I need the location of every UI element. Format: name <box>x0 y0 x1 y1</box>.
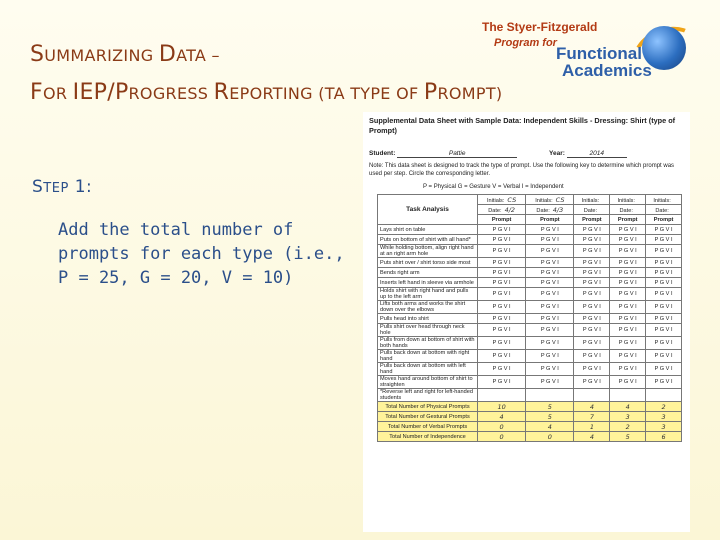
prompt-key: P = Physical G = Gesture V = Verbal I = Independent <box>423 184 564 190</box>
total-value: 4 <box>526 422 574 432</box>
prompt-codes-cell[interactable]: P G V I <box>574 235 610 245</box>
prompt-codes-cell[interactable]: P G V I <box>610 258 646 268</box>
total-value: 0 <box>526 432 574 442</box>
total-row <box>378 422 682 432</box>
total-row <box>378 402 682 412</box>
logo-line-1: The Styer-Fitzgerald <box>482 20 598 34</box>
prompt-codes-cell[interactable]: P G V I <box>574 268 610 278</box>
prompt-codes-cell[interactable]: P G V I <box>478 278 526 288</box>
total-value: 4 <box>574 402 610 412</box>
date-cell <box>478 205 526 215</box>
task-name: Moves hand around bottom of shirt to straighten <box>378 376 478 389</box>
task-name: Pulls from down at bottom of shirt with both hands <box>378 337 478 350</box>
total-value: 0 <box>478 422 526 432</box>
task-row <box>378 278 682 288</box>
task-name: Lays shirt on table <box>378 225 478 235</box>
prompt-codes-cell[interactable]: P G V I <box>610 245 646 258</box>
slide-title <box>30 36 502 112</box>
logo-line-2: Program for <box>494 37 557 49</box>
logo-line-4: Academics <box>562 61 652 80</box>
prompt-codes-cell[interactable]: P G V I <box>526 324 574 337</box>
task-name: Pulls head into shirt <box>378 314 478 324</box>
prompt-codes-cell[interactable]: P G V I <box>526 337 574 350</box>
logo-line-3: Functional <box>556 44 642 63</box>
total-value: 5 <box>610 432 646 442</box>
total-value: 4 <box>478 412 526 422</box>
date-cell <box>646 205 682 215</box>
prompt-codes-cell[interactable]: P G V I <box>610 235 646 245</box>
prompt-codes-cell[interactable]: P G V I <box>526 350 574 363</box>
task-row <box>378 301 682 314</box>
prompt-codes-cell[interactable]: P G V I <box>646 245 682 258</box>
data-sheet-image <box>363 112 690 532</box>
total-value: 2 <box>610 422 646 432</box>
prompt-codes-cell[interactable]: P G V I <box>610 288 646 301</box>
prompt-codes-cell[interactable]: P G V I <box>574 376 610 389</box>
date-label: Date: <box>536 207 550 214</box>
prompt-header-cell: Prompt <box>526 215 574 225</box>
date-label: Date: <box>655 207 669 214</box>
prompt-codes-cell[interactable]: P G V I <box>646 268 682 278</box>
date-value: 4/3 <box>552 205 564 214</box>
prompt-codes-cell[interactable]: P G V I <box>646 225 682 235</box>
date-label: Date: <box>583 207 598 214</box>
prompt-codes-cell[interactable]: P G V I <box>526 245 574 258</box>
prompt-codes-cell[interactable]: P G V I <box>646 363 682 376</box>
initials-label: Initials: <box>535 197 553 204</box>
prompt-codes-cell[interactable]: P G V I <box>574 324 610 337</box>
task-name: Holds shirt with right hand and pulls up to the left arm <box>378 288 478 301</box>
total-label: Total Number of Gestural Prompts <box>378 412 478 422</box>
prompt-codes-cell[interactable] <box>646 389 682 402</box>
date-cell <box>610 205 646 215</box>
prompt-codes-cell[interactable]: P G V I <box>646 337 682 350</box>
prompt-codes-cell[interactable]: P G V I <box>646 350 682 363</box>
initials-cell <box>610 195 646 205</box>
initials-cell <box>478 195 526 205</box>
task-row <box>378 288 682 301</box>
task-row <box>378 258 682 268</box>
task-row <box>378 389 682 402</box>
prompt-codes-cell[interactable]: P G V I <box>526 225 574 235</box>
initials-label: Initials: <box>581 197 600 204</box>
total-label: Total Number of Physical Prompts <box>378 402 478 412</box>
total-value: 10 <box>478 402 526 412</box>
prompt-codes-cell[interactable]: P G V I <box>526 314 574 324</box>
task-name: Pulls shirt over head through neck hole <box>378 324 478 337</box>
prompt-codes-cell[interactable]: P G V I <box>574 258 610 268</box>
prompt-codes-cell[interactable]: P G V I <box>478 337 526 350</box>
prompt-codes-cell[interactable]: P G V I <box>526 376 574 389</box>
total-value: 3 <box>610 412 646 422</box>
student-value: Pattie <box>397 150 517 158</box>
total-value: 5 <box>526 412 574 422</box>
task-row <box>378 350 682 363</box>
prompt-codes-cell[interactable] <box>574 389 610 402</box>
prompt-codes-cell[interactable]: P G V I <box>574 288 610 301</box>
prompt-codes-cell[interactable]: P G V I <box>526 235 574 245</box>
initials-cell <box>526 195 574 205</box>
date-value: 4/2 <box>504 205 516 214</box>
prompt-codes-cell[interactable]: P G V I <box>526 268 574 278</box>
prompt-codes-cell[interactable]: P G V I <box>574 301 610 314</box>
task-row <box>378 268 682 278</box>
total-value: 4 <box>574 432 610 442</box>
total-value: 6 <box>646 432 682 442</box>
prompt-codes-cell[interactable]: P G V I <box>646 314 682 324</box>
date-cell <box>526 205 574 215</box>
student-row: Student: Pattie Year: 2014 <box>369 150 627 158</box>
prompt-codes-cell[interactable]: P G V I <box>574 363 610 376</box>
task-row <box>378 225 682 235</box>
initials-label: Initials: <box>653 197 671 204</box>
task-name: Bends right arm <box>378 268 478 278</box>
prompt-header-cell: Prompt <box>646 215 682 225</box>
task-name: Puts shirt over / shirt torso side most <box>378 258 478 268</box>
prompt-codes-cell[interactable]: P G V I <box>478 258 526 268</box>
prompt-codes-cell[interactable]: P G V I <box>610 301 646 314</box>
sheet-title: Supplemental Data Sheet with Sample Data: Independent Skills - Dressing: Shirt (type of Prompt) <box>369 116 676 135</box>
prompt-codes-cell[interactable]: P G V I <box>610 314 646 324</box>
prompt-codes-cell[interactable]: P G V I <box>610 337 646 350</box>
initials-row <box>378 195 682 205</box>
prompt-codes-cell[interactable]: P G V I <box>610 363 646 376</box>
total-value: 7 <box>574 412 610 422</box>
prompt-codes-cell[interactable]: P G V I <box>646 235 682 245</box>
task-row <box>378 376 682 389</box>
total-row <box>378 432 682 442</box>
prompt-codes-cell[interactable]: P G V I <box>526 278 574 288</box>
task-row <box>378 337 682 350</box>
prompt-codes-cell[interactable]: P G V I <box>646 258 682 268</box>
task-name: Puts on bottom of shirt with all hand* <box>378 235 478 245</box>
initials-label: Initials: <box>487 197 505 204</box>
total-value: 4 <box>610 402 646 412</box>
prompt-codes-cell[interactable]: P G V I <box>610 350 646 363</box>
total-value: 3 <box>646 422 682 432</box>
prompt-header-cell: Prompt <box>478 215 526 225</box>
total-value: 5 <box>526 402 574 412</box>
prompt-codes-cell[interactable]: P G V I <box>610 376 646 389</box>
prompt-header-cell: Prompt <box>610 215 646 225</box>
prompt-codes-cell[interactable]: P G V I <box>610 225 646 235</box>
initials-cell <box>646 195 682 205</box>
prompt-codes-cell[interactable]: P G V I <box>478 301 526 314</box>
prompt-codes-cell[interactable]: P G V I <box>610 278 646 288</box>
prompt-codes-cell[interactable]: P G V I <box>574 314 610 324</box>
task-row <box>378 235 682 245</box>
date-label: Date: <box>488 207 502 214</box>
prompt-codes-cell[interactable]: P G V I <box>574 245 610 258</box>
step-heading: STEP 1: <box>32 177 93 197</box>
year-value: 2014 <box>567 150 627 158</box>
prompt-codes-cell[interactable]: P G V I <box>526 288 574 301</box>
total-label: Total Number of Verbal Prompts <box>378 422 478 432</box>
prompt-codes-cell[interactable]: P G V I <box>526 363 574 376</box>
initials-value: CS <box>507 195 517 204</box>
prompt-codes-cell[interactable]: P G V I <box>526 258 574 268</box>
total-row <box>378 412 682 422</box>
prompt-codes-cell[interactable]: P G V I <box>478 225 526 235</box>
date-cell <box>574 205 610 215</box>
prompt-codes-cell[interactable]: P G V I <box>574 278 610 288</box>
prompt-header-cell: Prompt <box>574 215 610 225</box>
sheet-note: Note: This data sheet is designed to track the type of prompt. Use the following key to determine which prompt was used per step. Circle the corresponding letter. <box>369 163 675 177</box>
prompt-codes-cell[interactable]: P G V I <box>574 350 610 363</box>
date-label: Date: <box>619 207 633 214</box>
total-value: 1 <box>574 422 610 432</box>
prompt-codes-cell[interactable]: P G V I <box>526 301 574 314</box>
total-label: Total Number of Independence <box>378 432 478 442</box>
prompt-codes-cell[interactable]: P G V I <box>478 235 526 245</box>
task-header: Task Analysis <box>378 195 478 225</box>
prompt-codes-cell[interactable] <box>610 389 646 402</box>
task-row <box>378 314 682 324</box>
prompt-codes-cell[interactable]: P G V I <box>646 301 682 314</box>
task-name: Lifts both arms and works the shirt down over the elbows <box>378 301 478 314</box>
prompt-codes-cell[interactable] <box>478 389 526 402</box>
prompt-codes-cell[interactable]: P G V I <box>646 324 682 337</box>
prompt-codes-cell[interactable]: P G V I <box>574 225 610 235</box>
title-line-1: SUMMARIZING DATA – <box>30 42 220 67</box>
task-row <box>378 245 682 258</box>
prompt-codes-cell[interactable]: P G V I <box>478 376 526 389</box>
prompt-codes-cell[interactable]: P G V I <box>610 268 646 278</box>
task-name: While holding bottom, align right hand at an right arm hole <box>378 245 478 258</box>
prompt-codes-cell[interactable]: P G V I <box>646 376 682 389</box>
title-line-2: FOR IEP/PROGRESS REPORTING (TA TYPE OF PROMPT) <box>30 80 503 105</box>
prompt-codes-cell[interactable]: P G V I <box>478 350 526 363</box>
task-name: Pulls back down at bottom with left hand <box>378 363 478 376</box>
prompt-codes-cell[interactable]: P G V I <box>478 314 526 324</box>
total-value: 2 <box>646 402 682 412</box>
prompt-codes-cell[interactable]: P G V I <box>646 288 682 301</box>
task-name: *Reverse left and right for left-handed students <box>378 389 478 402</box>
prompt-codes-cell[interactable]: P G V I <box>478 245 526 258</box>
prompt-codes-cell[interactable]: P G V I <box>478 288 526 301</box>
initials-cell <box>574 195 610 205</box>
prompt-codes-cell[interactable]: P G V I <box>478 363 526 376</box>
task-row <box>378 324 682 337</box>
prompt-codes-cell[interactable]: P G V I <box>610 324 646 337</box>
prompt-codes-cell[interactable]: P G V I <box>478 324 526 337</box>
program-logo <box>482 20 712 80</box>
data-table <box>377 194 682 442</box>
total-value: 0 <box>478 432 526 442</box>
prompt-codes-cell[interactable] <box>526 389 574 402</box>
total-value: 3 <box>646 412 682 422</box>
initials-value: CS <box>555 195 565 204</box>
body-text: Add the total number of prompts for each type (i.e., P = 25, G = 20, V = 10) <box>58 220 345 288</box>
prompt-codes-cell[interactable]: P G V I <box>574 337 610 350</box>
task-row <box>378 363 682 376</box>
task-name: Pulls back down at bottom with right hand <box>378 350 478 363</box>
initials-label: Initials: <box>617 197 635 204</box>
prompt-codes-cell[interactable]: P G V I <box>478 268 526 278</box>
task-name: Inserts left hand in sleeve via armhole <box>378 278 478 288</box>
prompt-codes-cell[interactable]: P G V I <box>646 278 682 288</box>
